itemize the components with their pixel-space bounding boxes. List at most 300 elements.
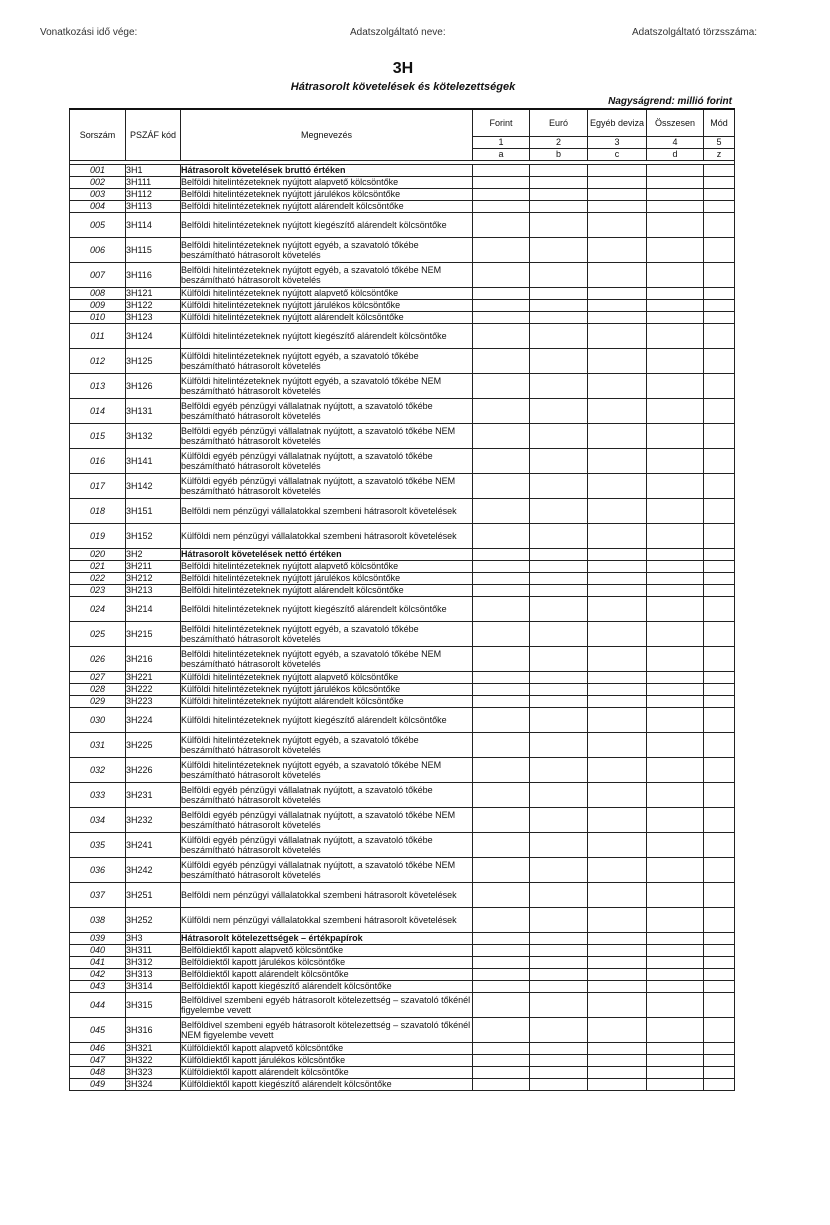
cell-euro[interactable] xyxy=(530,1054,588,1066)
cell-mode[interactable] xyxy=(704,882,735,907)
cell-total[interactable] xyxy=(647,584,704,596)
cell-euro[interactable] xyxy=(530,932,588,944)
cell-other-currency[interactable] xyxy=(588,287,647,299)
cell-mode[interactable] xyxy=(704,348,735,373)
cell-other-currency[interactable] xyxy=(588,299,647,311)
col-letter: z xyxy=(704,148,735,160)
cell-euro[interactable] xyxy=(530,882,588,907)
cell-total[interactable] xyxy=(647,646,704,671)
cell-mode[interactable] xyxy=(704,857,735,882)
cell-total[interactable] xyxy=(647,373,704,398)
cell-mode[interactable] xyxy=(704,992,735,1017)
cell-other-currency[interactable] xyxy=(588,907,647,932)
row-pszaf-code: 3H123 xyxy=(126,311,181,323)
cell-forint[interactable] xyxy=(473,498,530,523)
table-row xyxy=(70,646,735,671)
cell-euro[interactable] xyxy=(530,1066,588,1078)
cell-other-currency[interactable] xyxy=(588,944,647,956)
cell-euro[interactable] xyxy=(530,348,588,373)
cell-other-currency[interactable] xyxy=(588,448,647,473)
cell-euro[interactable] xyxy=(530,498,588,523)
table-row xyxy=(70,944,735,956)
cell-mode[interactable] xyxy=(704,299,735,311)
cell-forint[interactable] xyxy=(473,944,530,956)
table-row xyxy=(70,237,735,262)
cell-euro[interactable] xyxy=(530,832,588,857)
cell-mode[interactable] xyxy=(704,683,735,695)
cell-euro[interactable] xyxy=(530,188,588,200)
cell-total[interactable] xyxy=(647,1042,704,1054)
cell-forint[interactable] xyxy=(473,262,530,287)
row-serial: 027 xyxy=(70,671,126,683)
cell-forint[interactable] xyxy=(473,757,530,782)
cell-other-currency[interactable] xyxy=(588,262,647,287)
cell-mode[interactable] xyxy=(704,311,735,323)
cell-other-currency[interactable] xyxy=(588,707,647,732)
cell-total[interactable] xyxy=(647,287,704,299)
cell-other-currency[interactable] xyxy=(588,882,647,907)
row-serial: 036 xyxy=(70,857,126,882)
row-serial: 009 xyxy=(70,299,126,311)
cell-euro[interactable] xyxy=(530,584,588,596)
cell-other-currency[interactable] xyxy=(588,311,647,323)
cell-other-currency[interactable] xyxy=(588,857,647,882)
cell-euro[interactable] xyxy=(530,596,588,621)
row-description: Belföldi hitelintézeteknek nyújtott járulékos kölcsöntőke xyxy=(181,572,473,584)
cell-euro[interactable] xyxy=(530,548,588,560)
cell-other-currency[interactable] xyxy=(588,683,647,695)
cell-euro[interactable] xyxy=(530,299,588,311)
cell-total[interactable] xyxy=(647,732,704,757)
row-description: Belföldiektől kapott kiegészítő alárendelt kölcsöntőke xyxy=(181,980,473,992)
cell-euro[interactable] xyxy=(530,423,588,448)
cell-mode[interactable] xyxy=(704,1078,735,1090)
cell-mode[interactable] xyxy=(704,944,735,956)
cell-other-currency[interactable] xyxy=(588,323,647,348)
col-header-other-currency: Egyéb deviza xyxy=(588,109,647,136)
cell-total[interactable] xyxy=(647,621,704,646)
cell-euro[interactable] xyxy=(530,807,588,832)
cell-other-currency[interactable] xyxy=(588,560,647,572)
col-letter: c xyxy=(588,148,647,160)
col-letter: a xyxy=(473,148,530,160)
cell-other-currency[interactable] xyxy=(588,956,647,968)
cell-mode[interactable] xyxy=(704,1054,735,1066)
table-row xyxy=(70,348,735,373)
cell-euro[interactable] xyxy=(530,523,588,548)
cell-other-currency[interactable] xyxy=(588,1017,647,1042)
cell-other-currency[interactable] xyxy=(588,695,647,707)
cell-euro[interactable] xyxy=(530,757,588,782)
cell-other-currency[interactable] xyxy=(588,584,647,596)
cell-euro[interactable] xyxy=(530,782,588,807)
cell-other-currency[interactable] xyxy=(588,548,647,560)
cell-other-currency[interactable] xyxy=(588,398,647,423)
cell-mode[interactable] xyxy=(704,968,735,980)
cell-total[interactable] xyxy=(647,944,704,956)
cell-forint[interactable] xyxy=(473,782,530,807)
cell-total[interactable] xyxy=(647,560,704,572)
cell-other-currency[interactable] xyxy=(588,237,647,262)
cell-total[interactable] xyxy=(647,968,704,980)
row-pszaf-code: 3H113 xyxy=(126,200,181,212)
cell-total[interactable] xyxy=(647,164,704,176)
row-pszaf-code: 3H114 xyxy=(126,212,181,237)
cell-other-currency[interactable] xyxy=(588,1042,647,1054)
cell-forint[interactable] xyxy=(473,832,530,857)
cell-total[interactable] xyxy=(647,1054,704,1066)
cell-mode[interactable] xyxy=(704,176,735,188)
table-row xyxy=(70,572,735,584)
cell-mode[interactable] xyxy=(704,373,735,398)
cell-forint[interactable] xyxy=(473,621,530,646)
cell-other-currency[interactable] xyxy=(588,671,647,683)
cell-mode[interactable] xyxy=(704,956,735,968)
row-pszaf-code: 3H142 xyxy=(126,473,181,498)
col-header-euro: Euró xyxy=(530,109,588,136)
cell-total[interactable] xyxy=(647,473,704,498)
cell-mode[interactable] xyxy=(704,212,735,237)
cell-mode[interactable] xyxy=(704,707,735,732)
row-pszaf-code: 3H223 xyxy=(126,695,181,707)
cell-forint[interactable] xyxy=(473,423,530,448)
cell-total[interactable] xyxy=(647,398,704,423)
cell-total[interactable] xyxy=(647,323,704,348)
cell-euro[interactable] xyxy=(530,262,588,287)
cell-other-currency[interactable] xyxy=(588,732,647,757)
row-serial: 007 xyxy=(70,262,126,287)
row-description: Belföldi egyéb pénzügyi vállalatnak nyújtott, a szavatoló tőkébe beszámítható hátrasorolt követelés xyxy=(181,782,473,807)
cell-mode[interactable] xyxy=(704,548,735,560)
cell-other-currency[interactable] xyxy=(588,423,647,448)
cell-total[interactable] xyxy=(647,1066,704,1078)
cell-forint[interactable] xyxy=(473,311,530,323)
cell-euro[interactable] xyxy=(530,671,588,683)
cell-forint[interactable] xyxy=(473,992,530,1017)
cell-forint[interactable] xyxy=(473,584,530,596)
cell-forint[interactable] xyxy=(473,523,530,548)
row-description: Külföldiektől kapott kiegészítő alárendelt kölcsöntőke xyxy=(181,1078,473,1090)
cell-forint[interactable] xyxy=(473,1078,530,1090)
cell-total[interactable] xyxy=(647,671,704,683)
cell-total[interactable] xyxy=(647,200,704,212)
cell-mode[interactable] xyxy=(704,907,735,932)
cell-forint[interactable] xyxy=(473,907,530,932)
cell-mode[interactable] xyxy=(704,671,735,683)
cell-other-currency[interactable] xyxy=(588,992,647,1017)
row-serial: 029 xyxy=(70,695,126,707)
cell-mode[interactable] xyxy=(704,473,735,498)
cell-forint[interactable] xyxy=(473,695,530,707)
cell-euro[interactable] xyxy=(530,398,588,423)
cell-total[interactable] xyxy=(647,1078,704,1090)
cell-forint[interactable] xyxy=(473,560,530,572)
cell-mode[interactable] xyxy=(704,757,735,782)
cell-forint[interactable] xyxy=(473,448,530,473)
row-description: Külföldi hitelintézeteknek nyújtott alárendelt kölcsöntőke xyxy=(181,695,473,707)
cell-mode[interactable] xyxy=(704,695,735,707)
row-description: Külföldi hitelintézeteknek nyújtott egyéb, a szavatoló tőkébe beszámítható hátrasorolt követelés xyxy=(181,732,473,757)
cell-mode[interactable] xyxy=(704,560,735,572)
cell-mode[interactable] xyxy=(704,1017,735,1042)
cell-mode[interactable] xyxy=(704,237,735,262)
cell-mode[interactable] xyxy=(704,448,735,473)
cell-euro[interactable] xyxy=(530,311,588,323)
cell-forint[interactable] xyxy=(473,646,530,671)
cell-other-currency[interactable] xyxy=(588,212,647,237)
cell-mode[interactable] xyxy=(704,807,735,832)
cell-total[interactable] xyxy=(647,832,704,857)
cell-mode[interactable] xyxy=(704,980,735,992)
cell-forint[interactable] xyxy=(473,398,530,423)
cell-total[interactable] xyxy=(647,882,704,907)
cell-total[interactable] xyxy=(647,992,704,1017)
cell-mode[interactable] xyxy=(704,423,735,448)
cell-total[interactable] xyxy=(647,807,704,832)
cell-total[interactable] xyxy=(647,596,704,621)
cell-euro[interactable] xyxy=(530,646,588,671)
cell-forint[interactable] xyxy=(473,299,530,311)
cell-other-currency[interactable] xyxy=(588,473,647,498)
cell-total[interactable] xyxy=(647,956,704,968)
cell-forint[interactable] xyxy=(473,857,530,882)
cell-total[interactable] xyxy=(647,448,704,473)
row-description: Belföldi egyéb pénzügyi vállalatnak nyújtott, a szavatoló tőkébe NEM beszámítható hátrasorolt követelés xyxy=(181,423,473,448)
cell-mode[interactable] xyxy=(704,932,735,944)
cell-other-currency[interactable] xyxy=(588,807,647,832)
cell-total[interactable] xyxy=(647,237,704,262)
row-pszaf-code: 3H215 xyxy=(126,621,181,646)
cell-other-currency[interactable] xyxy=(588,646,647,671)
row-pszaf-code: 3H131 xyxy=(126,398,181,423)
cell-mode[interactable] xyxy=(704,596,735,621)
cell-total[interactable] xyxy=(647,907,704,932)
cell-forint[interactable] xyxy=(473,1054,530,1066)
cell-total[interactable] xyxy=(647,176,704,188)
cell-euro[interactable] xyxy=(530,621,588,646)
cell-mode[interactable] xyxy=(704,398,735,423)
row-pszaf-code: 3H122 xyxy=(126,299,181,311)
cell-mode[interactable] xyxy=(704,584,735,596)
cell-total[interactable] xyxy=(647,980,704,992)
cell-total[interactable] xyxy=(647,695,704,707)
cell-mode[interactable] xyxy=(704,832,735,857)
cell-forint[interactable] xyxy=(473,212,530,237)
cell-forint[interactable] xyxy=(473,671,530,683)
cell-total[interactable] xyxy=(647,188,704,200)
cell-other-currency[interactable] xyxy=(588,188,647,200)
cell-other-currency[interactable] xyxy=(588,757,647,782)
cell-other-currency[interactable] xyxy=(588,980,647,992)
cell-mode[interactable] xyxy=(704,523,735,548)
cell-forint[interactable] xyxy=(473,188,530,200)
cell-euro[interactable] xyxy=(530,732,588,757)
table-row xyxy=(70,992,735,1017)
cell-euro[interactable] xyxy=(530,956,588,968)
cell-forint[interactable] xyxy=(473,548,530,560)
cell-euro[interactable] xyxy=(530,164,588,176)
cell-mode[interactable] xyxy=(704,164,735,176)
cell-forint[interactable] xyxy=(473,572,530,584)
cell-total[interactable] xyxy=(647,757,704,782)
cell-euro[interactable] xyxy=(530,1017,588,1042)
cell-total[interactable] xyxy=(647,683,704,695)
cell-euro[interactable] xyxy=(530,448,588,473)
cell-forint[interactable] xyxy=(473,1017,530,1042)
cell-forint[interactable] xyxy=(473,807,530,832)
cell-total[interactable] xyxy=(647,548,704,560)
cell-euro[interactable] xyxy=(530,473,588,498)
cell-total[interactable] xyxy=(647,299,704,311)
cell-other-currency[interactable] xyxy=(588,1066,647,1078)
row-serial: 031 xyxy=(70,732,126,757)
cell-mode[interactable] xyxy=(704,323,735,348)
cell-other-currency[interactable] xyxy=(588,200,647,212)
cell-euro[interactable] xyxy=(530,857,588,882)
cell-other-currency[interactable] xyxy=(588,932,647,944)
cell-mode[interactable] xyxy=(704,498,735,523)
cell-euro[interactable] xyxy=(530,907,588,932)
table-row xyxy=(70,732,735,757)
cell-mode[interactable] xyxy=(704,621,735,646)
row-serial: 033 xyxy=(70,782,126,807)
cell-other-currency[interactable] xyxy=(588,621,647,646)
table-row xyxy=(70,212,735,237)
cell-euro[interactable] xyxy=(530,572,588,584)
cell-mode[interactable] xyxy=(704,287,735,299)
cell-mode[interactable] xyxy=(704,646,735,671)
cell-mode[interactable] xyxy=(704,782,735,807)
row-description: Külföldi egyéb pénzügyi vállalatnak nyújtott, a szavatoló tőkébe NEM beszámítható hátrasorolt követelés xyxy=(181,857,473,882)
cell-forint[interactable] xyxy=(473,732,530,757)
row-description: Belföldi nem pénzügyi vállalatokkal szembeni hátrasorolt követelések xyxy=(181,498,473,523)
cell-euro[interactable] xyxy=(530,1042,588,1054)
cell-mode[interactable] xyxy=(704,732,735,757)
row-serial: 020 xyxy=(70,548,126,560)
cell-euro[interactable] xyxy=(530,980,588,992)
row-description: Külföldi hitelintézeteknek nyújtott alapvető kölcsöntőke xyxy=(181,671,473,683)
cell-mode[interactable] xyxy=(704,200,735,212)
cell-forint[interactable] xyxy=(473,980,530,992)
cell-total[interactable] xyxy=(647,498,704,523)
cell-total[interactable] xyxy=(647,423,704,448)
row-serial: 018 xyxy=(70,498,126,523)
cell-other-currency[interactable] xyxy=(588,164,647,176)
cell-euro[interactable] xyxy=(530,287,588,299)
table-row xyxy=(70,671,735,683)
cell-euro[interactable] xyxy=(530,992,588,1017)
cell-other-currency[interactable] xyxy=(588,1054,647,1066)
cell-mode[interactable] xyxy=(704,188,735,200)
cell-total[interactable] xyxy=(647,857,704,882)
cell-forint[interactable] xyxy=(473,473,530,498)
cell-forint[interactable] xyxy=(473,882,530,907)
cell-other-currency[interactable] xyxy=(588,832,647,857)
cell-forint[interactable] xyxy=(473,176,530,188)
row-description: Külföldi hitelintézeteknek nyújtott alapvető kölcsöntőke xyxy=(181,287,473,299)
cell-forint[interactable] xyxy=(473,237,530,262)
row-pszaf-code: 3H221 xyxy=(126,671,181,683)
cell-euro[interactable] xyxy=(530,560,588,572)
cell-forint[interactable] xyxy=(473,373,530,398)
cell-forint[interactable] xyxy=(473,348,530,373)
table-row xyxy=(70,448,735,473)
cell-total[interactable] xyxy=(647,311,704,323)
cell-euro[interactable] xyxy=(530,200,588,212)
cell-total[interactable] xyxy=(647,782,704,807)
row-description: Belföldivel szembeni egyéb hátrasorolt kötelezettség – szavatoló tőkénél figyelembe vevett xyxy=(181,992,473,1017)
row-description: Külföldi hitelintézeteknek nyújtott egyéb, a szavatoló tőkébe beszámítható hátrasorolt követelés xyxy=(181,348,473,373)
cell-euro[interactable] xyxy=(530,323,588,348)
table-row xyxy=(70,1017,735,1042)
cell-mode[interactable] xyxy=(704,572,735,584)
cell-mode[interactable] xyxy=(704,1042,735,1054)
cell-forint[interactable] xyxy=(473,683,530,695)
cell-other-currency[interactable] xyxy=(588,572,647,584)
table-row xyxy=(70,832,735,857)
cell-total[interactable] xyxy=(647,932,704,944)
row-description: Külföldi hitelintézeteknek nyújtott kiegészítő alárendelt kölcsöntőke xyxy=(181,707,473,732)
cell-other-currency[interactable] xyxy=(588,348,647,373)
cell-other-currency[interactable] xyxy=(588,968,647,980)
cell-forint[interactable] xyxy=(473,932,530,944)
cell-forint[interactable] xyxy=(473,1042,530,1054)
cell-total[interactable] xyxy=(647,707,704,732)
cell-euro[interactable] xyxy=(530,944,588,956)
cell-euro[interactable] xyxy=(530,176,588,188)
cell-euro[interactable] xyxy=(530,373,588,398)
cell-euro[interactable] xyxy=(530,237,588,262)
cell-total[interactable] xyxy=(647,572,704,584)
cell-euro[interactable] xyxy=(530,683,588,695)
cell-total[interactable] xyxy=(647,212,704,237)
cell-forint[interactable] xyxy=(473,200,530,212)
row-pszaf-code: 3H125 xyxy=(126,348,181,373)
cell-forint[interactable] xyxy=(473,707,530,732)
cell-forint[interactable] xyxy=(473,1066,530,1078)
cell-total[interactable] xyxy=(647,348,704,373)
table-row xyxy=(70,980,735,992)
cell-euro[interactable] xyxy=(530,212,588,237)
cell-total[interactable] xyxy=(647,523,704,548)
cell-other-currency[interactable] xyxy=(588,373,647,398)
cell-mode[interactable] xyxy=(704,262,735,287)
cell-total[interactable] xyxy=(647,262,704,287)
cell-other-currency[interactable] xyxy=(588,1078,647,1090)
cell-mode[interactable] xyxy=(704,1066,735,1078)
cell-other-currency[interactable] xyxy=(588,782,647,807)
cell-forint[interactable] xyxy=(473,968,530,980)
cell-other-currency[interactable] xyxy=(588,498,647,523)
row-pszaf-code: 3H3 xyxy=(126,932,181,944)
row-description: Külföldiektől kapott alapvető kölcsöntőke xyxy=(181,1042,473,1054)
cell-other-currency[interactable] xyxy=(588,596,647,621)
cell-euro[interactable] xyxy=(530,968,588,980)
cell-euro[interactable] xyxy=(530,1078,588,1090)
cell-forint[interactable] xyxy=(473,164,530,176)
cell-euro[interactable] xyxy=(530,707,588,732)
cell-euro[interactable] xyxy=(530,695,588,707)
row-serial: 044 xyxy=(70,992,126,1017)
cell-forint[interactable] xyxy=(473,287,530,299)
row-pszaf-code: 3H151 xyxy=(126,498,181,523)
cell-forint[interactable] xyxy=(473,596,530,621)
cell-forint[interactable] xyxy=(473,956,530,968)
cell-total[interactable] xyxy=(647,1017,704,1042)
cell-forint[interactable] xyxy=(473,323,530,348)
cell-other-currency[interactable] xyxy=(588,523,647,548)
cell-other-currency[interactable] xyxy=(588,176,647,188)
